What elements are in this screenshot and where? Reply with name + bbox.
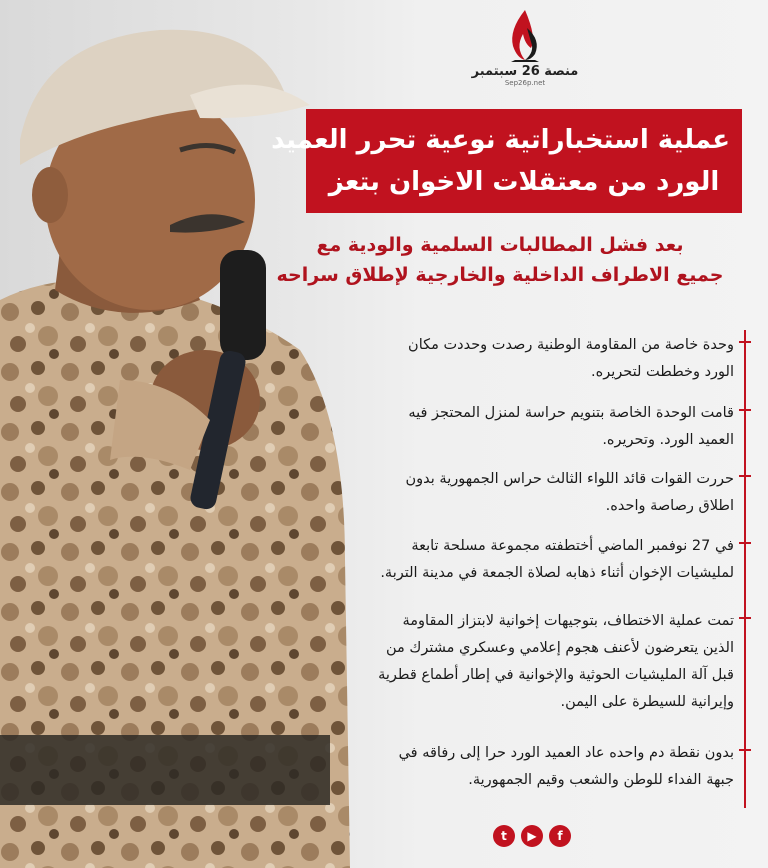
list-item-line: لمليشيات الإخوان أثناء ذهابه لصلاة الجمعة في مدينة التربة. [380, 565, 734, 581]
list-item-line: قبل آلة المليشيات الحوثية والإخوانية في إطار أطماع قطرية [378, 667, 734, 683]
twitter-icon[interactable]: t [493, 825, 515, 847]
social-links [493, 825, 571, 847]
list-item-line: تمت عملية الاختطاف، بتوجيهات إخوانية لابتزاز المقاومة [402, 613, 734, 629]
list-item [324, 740, 734, 794]
list-item-line: قامت الوحدة الخاصة بتنويم حراسة لمنزل المحتجز فيه [408, 405, 734, 421]
flame-logo-icon [501, 8, 549, 62]
list-item-line: العميد الورد. وتحريره. [602, 432, 734, 448]
subheadline-line: جميع الاطراف الداخلية والخارجية لإطلاق سراحه [276, 264, 724, 286]
list-item-line: وإيرانية للسيطرة على اليمن. [560, 694, 734, 710]
list-item-line: الذين يتعرضون لأعنف هجوم إعلامي وعسكري مشترك من [386, 640, 734, 656]
bullet-marker [739, 404, 751, 416]
logo-url: Sep26p.net [504, 79, 546, 87]
headline-line: الورد من معتقلات الاخوان بتعز [328, 167, 720, 197]
list-item [324, 608, 734, 716]
list-item-line: اطلاق رصاصة واحده. [605, 498, 734, 514]
bullet-marker [739, 336, 751, 348]
facebook-icon[interactable]: f [549, 825, 571, 847]
bullet-marker [739, 612, 751, 624]
subheadline-line: بعد فشل المطالبات السلمية والودية مع [316, 234, 684, 256]
list-item-line: بدون نقطة دم واحده عاد العميد الورد حرا إلى رفاقه في [398, 745, 734, 761]
list-item [324, 332, 734, 386]
headline-box [271, 109, 742, 213]
timeline-rule [744, 330, 746, 808]
bullet-marker [739, 744, 751, 756]
list-item-line: في 27 نوفمبر الماضي أختطفته مجموعة مسلحة تابعة [411, 538, 734, 554]
subheadline [270, 230, 730, 290]
headline-line: عملية استخباراتية نوعية تحرر العميد [271, 125, 730, 155]
list-item-line: جبهة الفداء للوطن والشعب وقيم الجمهورية. [468, 772, 734, 788]
list-item-line: الورد وخططت لتحريره. [590, 364, 734, 380]
bullet-marker [739, 470, 751, 482]
list-item [324, 400, 734, 454]
youtube-icon[interactable]: ▶ [521, 825, 543, 847]
list-item [324, 533, 734, 587]
list-item-line: حررت القوات قائد اللواء الثالث حراس الجمهورية بدون [405, 471, 734, 487]
logo-name: منصة 26 سبتمبر [471, 64, 579, 79]
brand-logo [470, 8, 580, 98]
list-item-line: وحدة خاصة من المقاومة الوطنية رصدت وحددت مكان [408, 337, 734, 353]
list-item [324, 466, 734, 520]
bullet-marker [739, 537, 751, 549]
